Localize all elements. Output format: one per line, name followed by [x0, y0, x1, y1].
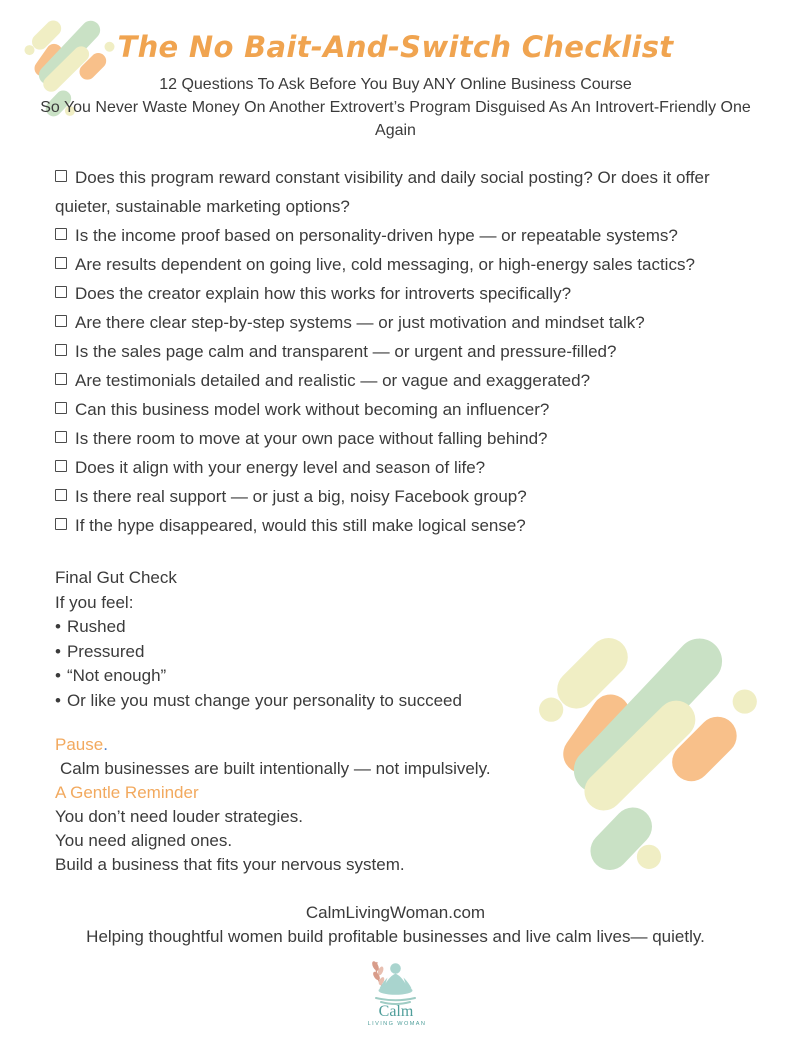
- footer: [0, 901, 791, 1039]
- logo-wordmark: Calm: [378, 1003, 413, 1020]
- checklist-item: [55, 511, 765, 540]
- subtitle-line: 12 Questions To Ask Before You Buy ANY Online Business Course: [159, 76, 632, 93]
- checklist: [55, 163, 765, 540]
- checklist-item-text: Is the sales page calm and transparent — or urgent and pressure-filled?: [75, 342, 617, 361]
- pause-heading: Pause.: [55, 735, 108, 754]
- bullet-icon: •: [55, 641, 61, 661]
- bullet-icon: •: [55, 666, 61, 685]
- bullet-item: [55, 615, 765, 640]
- checklist-item: [55, 453, 765, 482]
- bullet-text: Or like you must change your personality to succeed: [66, 690, 462, 710]
- checklist-item-text: Can this business model work without becoming an influencer?: [75, 400, 550, 419]
- checklist-item: [55, 308, 765, 337]
- checklist-item: [55, 395, 765, 424]
- final-gut-check-section: [55, 566, 765, 713]
- checkbox-icon: [55, 402, 67, 414]
- closing-line: Build a business that fits your nervous system.: [55, 855, 405, 874]
- checkbox-icon: [55, 431, 67, 443]
- closing-section: [55, 733, 765, 877]
- bullet-text: Rushed: [66, 617, 126, 636]
- calm-living-woman-logo: [336, 956, 456, 1032]
- checkbox-icon: [55, 373, 67, 385]
- brand-logo: [0, 956, 791, 1039]
- checklist-item-text: Does the creator explain how this works for introverts specifically?: [75, 284, 572, 303]
- checklist-item: [55, 163, 765, 221]
- bullet-text: “Not enough”: [66, 666, 167, 685]
- bullet-icon: •: [55, 690, 61, 710]
- bullet-text: Pressured: [66, 641, 145, 661]
- checklist-item: [55, 250, 765, 279]
- checklist-item-text: If the hype disappeared, would this still make logical sense?: [75, 516, 526, 535]
- logo-subtext: LIVING WOMAN: [367, 1021, 426, 1027]
- subtitle: [0, 73, 791, 142]
- tagline: Helping thoughtful women build profitable businesses and live calm lives— quietly.: [86, 927, 705, 946]
- checklist-item: [55, 337, 765, 366]
- checklist-item-text: Is there real support — or just a big, noisy Facebook group?: [75, 487, 527, 506]
- checklist-item-text: Is there room to move at your own pace without falling behind?: [75, 429, 548, 448]
- checkbox-icon: [55, 489, 67, 501]
- closing-line: Calm businesses are built intentionally — not impulsively.: [60, 759, 491, 778]
- checkbox-icon: [55, 286, 67, 298]
- checkbox-icon: [55, 344, 67, 356]
- page-title: The No Bait-And-Switch Checklist: [117, 30, 674, 64]
- gentle-reminder-heading: A Gentle Reminder: [55, 783, 199, 802]
- bullet-item: [55, 689, 765, 714]
- checklist-item: [55, 279, 765, 308]
- closing-line: You don’t need louder strategies.: [55, 807, 303, 826]
- closing-line: You need aligned ones.: [55, 831, 233, 850]
- checklist-item: [55, 221, 765, 250]
- subtitle-line: So You Never Waste Money On Another Extrovert’s Program Disguised As An Introvert-Friendly One: [40, 99, 751, 116]
- bullet-icon: •: [55, 617, 61, 636]
- leaf-icon: [370, 960, 385, 986]
- checklist-item-text: Does this program reward constant visibility and daily social posting? Or does it offer quieter, sustainable marketing options?: [55, 168, 710, 216]
- checklist-item-text: Are results dependent on going live, cold messaging, or high-energy sales tactics?: [75, 255, 695, 274]
- checklist-item-text: Is the income proof based on personality-driven hype — or repeatable systems?: [75, 226, 678, 245]
- checklist-item-text: Are testimonials detailed and realistic — or vague and exaggerated?: [75, 371, 591, 390]
- bullet-item: [55, 664, 765, 689]
- checkbox-icon: [55, 315, 67, 327]
- bullet-item: [55, 640, 765, 665]
- gut-check-heading: Final Gut Check: [55, 568, 177, 587]
- checkbox-icon: [55, 518, 67, 530]
- subtitle-line: Again: [375, 122, 416, 139]
- checklist-item-text: Are there clear step-by-step systems — or just motivation and mindset talk?: [75, 313, 645, 332]
- checkbox-icon: [55, 257, 67, 269]
- checklist-item: [55, 424, 765, 453]
- checkbox-icon: [55, 460, 67, 472]
- checklist-item-text: Does it align with your energy level and season of life?: [75, 458, 486, 477]
- gut-check-intro: If you feel:: [55, 592, 134, 612]
- checklist-item: [55, 482, 765, 511]
- checkbox-icon: [55, 170, 67, 182]
- checklist-item: [55, 366, 765, 395]
- header: [0, 0, 791, 142]
- website-url: CalmLivingWoman.com: [305, 903, 486, 922]
- checkbox-icon: [55, 228, 67, 240]
